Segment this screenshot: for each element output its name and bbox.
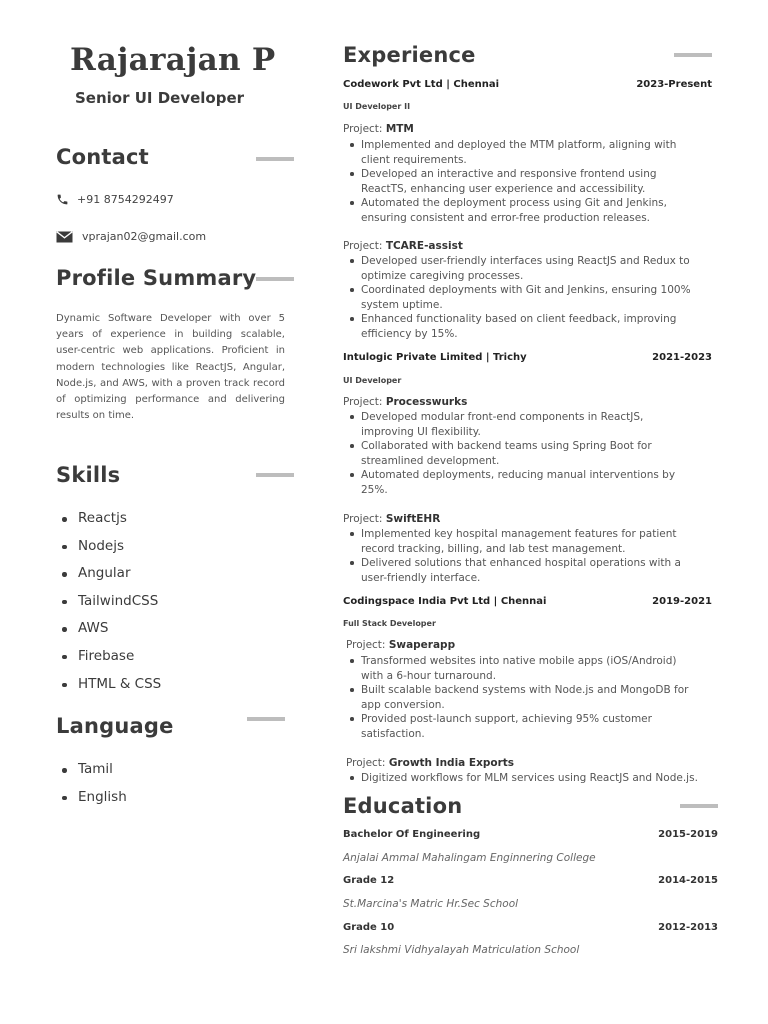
project-bullets: [347, 527, 699, 585]
skill-item: HTML & CSS: [62, 671, 161, 699]
profile-summary-text: Dynamic Software Developer with over 5 years of experience in building scalable, user-centric web applications. Proficient in modern technologies like ReactJS, Angular, Node.js, and AWS, with a proven track record of optimizing performance and delivering results on time.: [56, 313, 285, 422]
bullet-item: Developed user-friendly interfaces using ReactJS and Redux to optimize caregiving processes.: [347, 254, 699, 283]
bullet-item: Collaborated with backend teams using Spring Boot for streamlined development.: [347, 439, 699, 468]
project-title: [343, 123, 414, 135]
envelope-icon: [56, 231, 73, 243]
job-role: UI Developer: [343, 376, 402, 385]
skills-list: [62, 505, 161, 698]
job-role: UI Developer II: [343, 102, 411, 111]
job-header: [343, 596, 712, 607]
project-label: Project:: [346, 757, 386, 769]
bullet-item: Delivered solutions that enhanced hospital operations with a user-friendly interface.: [347, 556, 699, 585]
bullet-item: Implemented and deployed the MTM platform, aligning with client requirements.: [347, 138, 699, 167]
email-address: vprajan02@gmail.com: [82, 230, 207, 243]
project-name: MTM: [385, 123, 414, 135]
job-company: Codework Pvt Ltd | Chennai: [343, 79, 500, 90]
phone-icon: [56, 193, 69, 206]
bullet-item: Digitized workflows for MLM services using ReactJS and Node.js.: [347, 771, 699, 786]
skills-divider: [256, 473, 294, 477]
education-degree: Bachelor Of Engineering: [343, 829, 481, 840]
project-bullets: [347, 654, 699, 742]
job-period: 2019-2021: [652, 596, 712, 607]
education-degree: Grade 10: [343, 922, 395, 933]
project-title: [346, 639, 455, 651]
project-label: Project:: [343, 240, 383, 252]
skills-heading: Skills: [56, 463, 121, 487]
bullet-item: Automated deployments, reducing manual interventions by 25%.: [347, 468, 699, 497]
skill-item: Firebase: [62, 643, 161, 671]
education-school: Anjalai Ammal Mahalingam Enginnering College: [343, 852, 596, 864]
project-name: Swaperapp: [388, 639, 456, 651]
job-header: [343, 79, 712, 90]
education-divider: [680, 804, 718, 808]
project-title: [346, 757, 514, 769]
contact-phone[interactable]: [56, 193, 174, 206]
candidate-name: Rajarajan P: [70, 42, 276, 78]
education-period: 2014-2015: [658, 875, 718, 886]
bullet-item: Enhanced functionality based on client feedback, improving efficiency by 15%.: [347, 312, 699, 341]
skill-item: Angular: [62, 560, 161, 588]
contact-email[interactable]: [56, 230, 206, 243]
job-period: 2021-2023: [652, 352, 712, 363]
language-item: Tamil: [62, 756, 127, 784]
bullet-item: Provided post-launch support, achieving 95% customer satisfaction.: [347, 712, 699, 741]
education-degree: Grade 12: [343, 875, 395, 886]
bullet-item: Automated the deployment process using Git and Jenkins, ensuring consistent and error-free production releases.: [347, 196, 699, 225]
project-title: [343, 513, 440, 525]
project-name: Processwurks: [385, 396, 468, 408]
contact-divider: [256, 157, 294, 161]
project-title: [343, 396, 467, 408]
bullet-item: Coordinated deployments with Git and Jenkins, ensuring 100% system uptime.: [347, 283, 699, 312]
bullet-item: Built scalable backend systems with Node.js and MongoDB for app conversion.: [347, 683, 699, 712]
profile-summary-divider: [256, 277, 294, 281]
job-company: Intulogic Private Limited | Trichy: [343, 352, 527, 363]
project-bullets: [347, 410, 699, 498]
skill-item: AWS: [62, 615, 161, 643]
job-role: Full Stack Developer: [343, 619, 436, 628]
project-name: Growth India Exports: [388, 757, 515, 769]
job-company: Codingspace India Pvt Ltd | Chennai: [343, 596, 547, 607]
education-school: St.Marcina's Matric Hr.Sec School: [343, 898, 519, 910]
education-entry-header: [343, 922, 718, 933]
education-school: Sri lakshmi Vidhyalayah Matriculation School: [343, 944, 580, 956]
skill-item: Reactjs: [62, 505, 161, 533]
education-heading: Education: [343, 794, 463, 818]
job-period: 2023-Present: [636, 79, 712, 90]
skill-item: Nodejs: [62, 533, 161, 561]
language-item: English: [62, 784, 127, 812]
bullet-item: Implemented key hospital management features for patient record tracking, billing, and lab test management.: [347, 527, 699, 556]
project-title: [343, 240, 463, 252]
project-name: SwiftEHR: [385, 513, 441, 525]
bullet-item: Transformed websites into native mobile apps (iOS/Android) with a 6-hour turnaround.: [347, 654, 699, 683]
language-heading: Language: [56, 714, 174, 738]
education-period: 2015-2019: [658, 829, 718, 840]
language-divider: [247, 717, 285, 721]
bullet-item: Developed modular front-end components in ReactJS, improving UI flexibility.: [347, 410, 699, 439]
project-label: Project:: [343, 513, 383, 525]
job-header: [343, 352, 712, 363]
project-bullets: [347, 771, 699, 786]
skill-item: TailwindCSS: [62, 588, 161, 616]
contact-heading: Contact: [56, 145, 149, 169]
project-label: Project:: [346, 639, 386, 651]
experience-heading: Experience: [343, 43, 476, 67]
phone-number: +91 8754292497: [77, 193, 174, 206]
candidate-role: Senior UI Developer: [75, 89, 245, 107]
project-bullets: [347, 138, 699, 226]
education-entry-header: [343, 829, 718, 840]
project-bullets: [347, 254, 699, 342]
project-name: TCARE-assist: [385, 240, 463, 252]
education-period: 2012-2013: [658, 922, 718, 933]
experience-divider: [674, 53, 712, 57]
project-label: Project:: [343, 396, 383, 408]
profile-summary-heading: Profile Summary: [56, 266, 257, 290]
education-entry-header: [343, 875, 718, 886]
language-list: [62, 756, 127, 811]
project-label: Project:: [343, 123, 383, 135]
bullet-item: Developed an interactive and responsive frontend using ReactTS, enhancing user experience and accessibility.: [347, 167, 699, 196]
